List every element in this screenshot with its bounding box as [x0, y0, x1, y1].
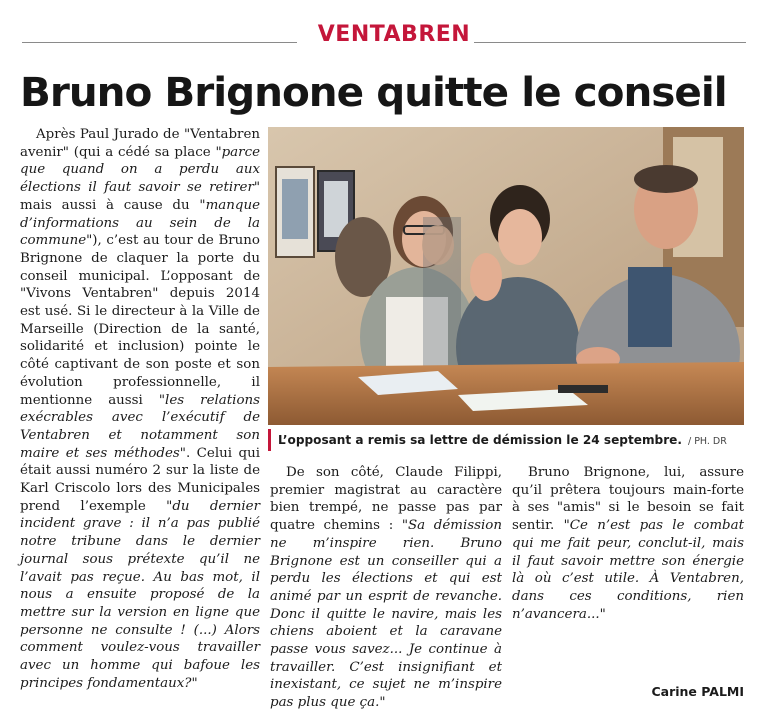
quote-run: "les relations exécrables avec l’exécutif de Ventabren et notamment son maire et ses méthodes": [20, 392, 260, 461]
article-paragraph-1: [20, 126, 260, 693]
text-run: . Celui qui était aussi numéro 2 sur la liste de Karl Criscolo lors des Municipales prend l’exemple: [20, 445, 261, 514]
quote-run: "Ce n’est pas le combat qui me fait peur, conclut-il, mais il faut savoir mettre son énergie là où c’est utile. À Ventabren, dans ces conditions, rien n’avancera...": [512, 518, 744, 622]
kicker-rule-left: [22, 42, 297, 43]
text-run: Après Paul Jurado de "Ventabren avenir" (qui a cédé sa place: [20, 127, 260, 160]
quote-run: "Sa démission ne m’inspire rien. Bruno Brignone est un conseiller qui a perdu les élections et qui est animé par un esprit de revanche. Donc il quitte le navire, mais les chiens aboient et la caravane passe vous savez... Je continue à travailler. C’est insignifiant et inexistant, ce sujet ne m’inspire pas plus que ça.": [270, 518, 502, 711]
kicker-rule-right: [474, 42, 746, 43]
council-meeting-photo: [268, 127, 744, 425]
article-paragraph-2: [270, 464, 502, 712]
article-column-1: [20, 126, 260, 693]
quote-run: "du dernier incident grave : il n’a pas publié notre tribune dans le dernier journal sous prétexte qu’il ne l’avait pas reçue. Au bas mot, il nous a ensuite proposé de la mettre sur la version en ligne que personne ne consulte ! (...) Alors comment voulez-vous travailler avec un homme qui bafoue les principes fondamentaux?": [20, 498, 260, 691]
text-run: De son côté, Claude Filippi, premier magistrat au caractère bien trempé, ne passe pas par quatre chemins :: [270, 465, 502, 534]
section-kicker-row: [22, 20, 746, 50]
section-kicker: VENTABREN: [317, 22, 471, 47]
caption-text: L’opposant a remis sa lettre de démission le 24 septembre.: [278, 433, 682, 447]
article-column-3: [512, 464, 744, 623]
caption-accent-bar: [268, 429, 271, 451]
quote-run: "parce que quand on a perdu aux élections il faut savoir se retirer": [20, 144, 260, 196]
headline: Bruno Brignone quitte le conseil: [20, 68, 727, 116]
article-paragraph-3: [512, 464, 744, 623]
quote-run: "manque d’informations au sein de la commune": [20, 197, 260, 249]
text-run: Bruno Brignone, lui, assure qu’il prêtera toujours main-forte à ses "amis" si le besoin se fait sentir.: [512, 465, 744, 534]
photo-caption: [278, 431, 748, 451]
article-column-2: [270, 464, 502, 712]
text-run: ), c’est au tour de Bruno Brignone de claquer la porte du conseil municipal. L’opposant de "Vivons Ventabren" depuis 2014 est usé. Si le directeur à la Ville de Marseille (Direction de la santé, solidarité et inclusion) pointe le côté captivant de son poste et son évolution professionnelle, il mentionne aussi: [20, 233, 260, 408]
photo-credit: / PH. DR: [687, 436, 727, 447]
byline: Carine PALMI: [651, 684, 744, 699]
text-run: mais aussi à cause du: [20, 197, 200, 213]
article-photo: [268, 127, 744, 425]
